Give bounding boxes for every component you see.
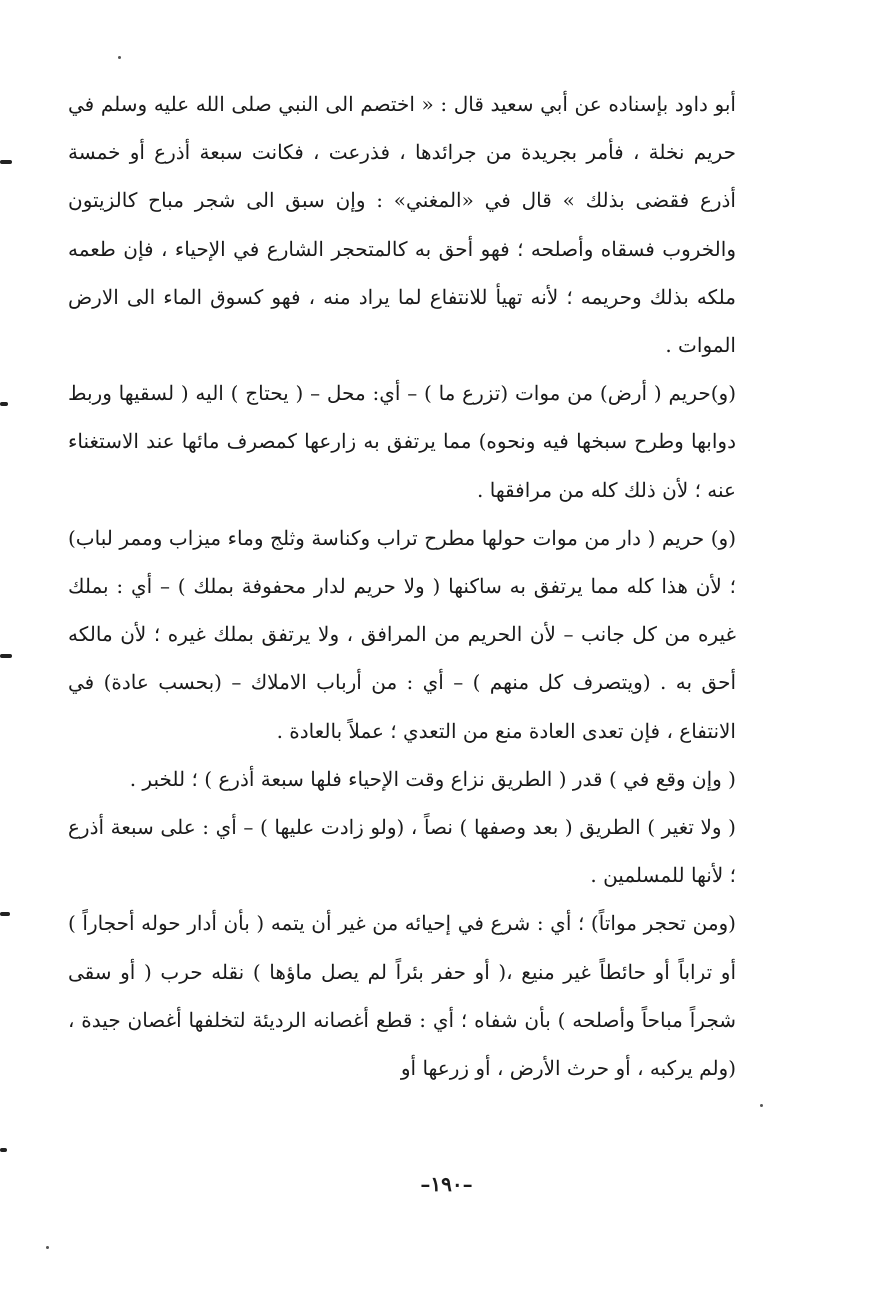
margin-binding-mark (0, 654, 12, 658)
margin-binding-mark (0, 402, 8, 406)
paragraph-2: (و)حريم ( أرض) من موات (تزرع ما ) – أي: محل – ( يحتاج ) اليه ( لسقيها وربط دوابها وطرح سبخها فيه ونحوه) مما يرتفق به زارعها كمصرف مائها عند الاستغناء عنه ؛ لأن ذلك كله من مرافقها . (68, 381, 736, 502)
margin-binding-mark (0, 912, 10, 916)
scan-speck (118, 56, 121, 59)
paragraph-6: (ومن تحجر مواتاً) ؛ أي : شرع في إحيائه من غير أن يتمه ( بأن أدار حوله أحجاراً ) أو تراباً أو حائطاً غير منيع ،( أو حفر بئراً لم يصل ماؤها ) نقله حرب ( أو سقى شجراً مباحاً وأصلحه ) بأن شفاه ؛ أي : قطع أغصانه الرديئة لتخلفها أغصان جيدة ، (ولم يركبه ، أو حرث الأرض ، أو زرعها أو (68, 911, 736, 1081)
page-body (68, 80, 736, 1092)
paragraph-4: ( وإن وقع في ) قدر ( الطريق نزاع وقت الإحياء فلها سبعة أذرع ) ؛ للخبر . (129, 766, 736, 791)
paragraph-5: ( ولا تغير ) الطريق ( بعد وصفها ) نصاً ، (ولو زادت عليها ) – أي : على سبعة أذرع ؛ لأنها للمسلمين . (68, 815, 736, 888)
paragraph-1: أبو داود بإسناده عن أبي سعيد قال : « اختصم الى النبي صلى الله عليه وسلم في حريم نخلة ، فأمر بجريدة من جرائدها ، فذرعت ، فكانت سبعة أذرع أو خمسة أذرع فقضى بذلك » قال في «المغني» : وإن سبق الى شجر مباح كالزيتون والخروب فسقاه وأصلحه ؛ فهو أحق به كالمتحجر الشارع في الإحياء ، فإن طعمه ملكه بذلك وحريمه ؛ لأنه تهيأ للانتفاع لما يراد منه ، فهو كسوق الماء الى الارض الموات . (68, 92, 736, 358)
margin-binding-mark (0, 160, 12, 164)
margin-binding-mark (0, 1148, 7, 1152)
paragraph-3: (و) حريم ( دار من موات حولها مطرح تراب وكناسة وثلج وماء ميزاب وممر لباب) ؛ لأن هذا كله مما يرتفق به ساكنها ( ولا حريم لدار محفوفة بملك ) – أي : بملك غيره من كل جانب – لأن الحريم من المرافق ، ولا يرتفق بملك غيره ؛ لأن مالكه أحق به . (ويتصرف كل منهم ) – أي : من أرباب الاملاك – (بحسب عادة) في الانتفاع ، فإن تعدى العادة منع من التعدي ؛ عملاً بالعادة . (68, 525, 736, 743)
page-number: –١٩٠– (420, 1172, 473, 1196)
scan-speck (46, 1246, 49, 1249)
scan-speck (760, 1104, 763, 1107)
